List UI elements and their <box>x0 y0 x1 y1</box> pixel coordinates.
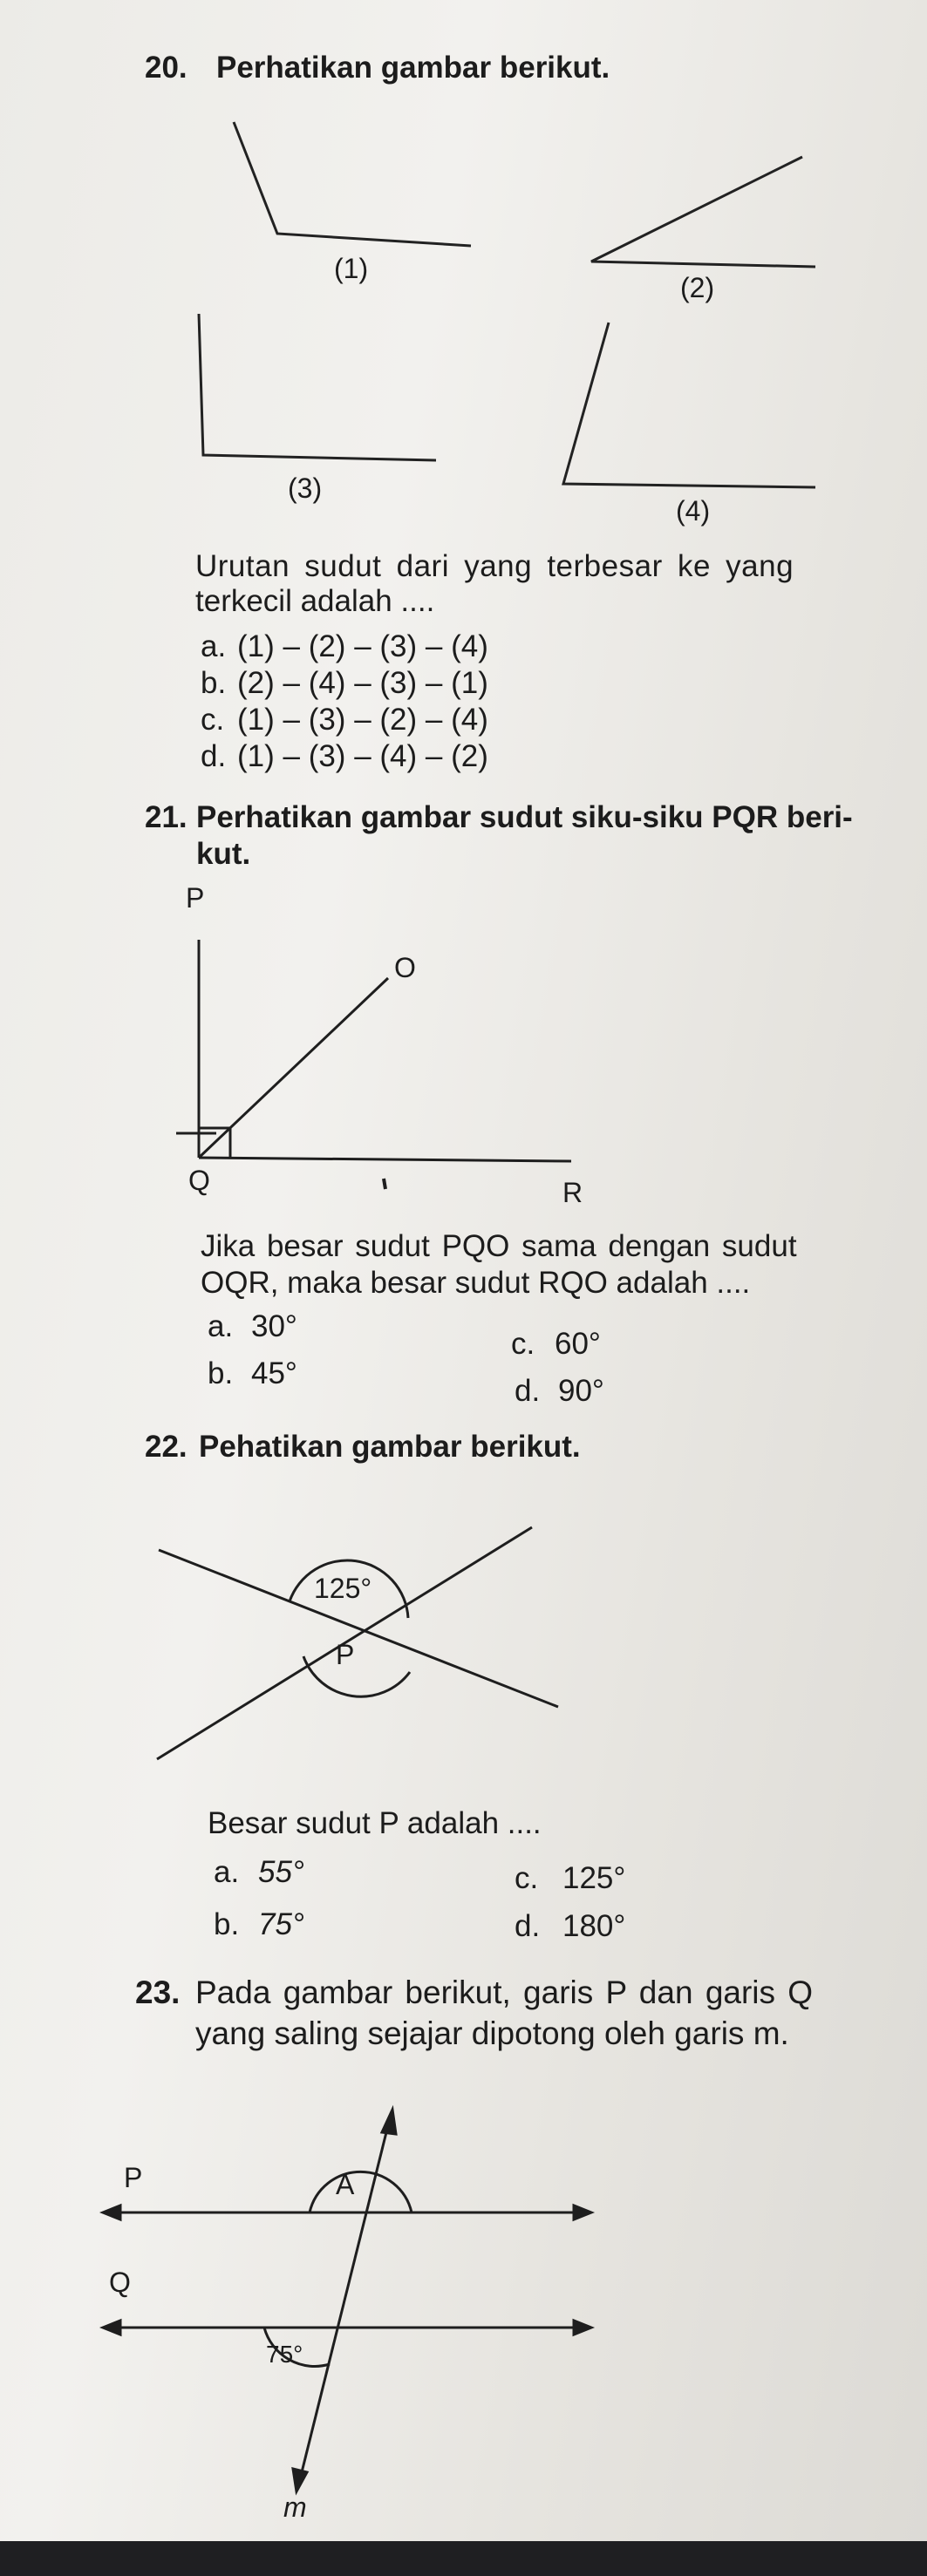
q20-angle-2 <box>591 157 815 267</box>
q23-number: 23. <box>135 1974 181 2010</box>
q20-option-d-letter[interactable]: d. <box>201 739 227 773</box>
q21-question-line2: OQR, maka besar sudut RQO adalah .... <box>201 1266 751 1300</box>
q21-option-a-text: 30° <box>251 1309 297 1343</box>
q20-option-c-text: (1) – (3) – (2) – (4) <box>237 703 488 737</box>
q22-number: 22. <box>145 1430 187 1464</box>
q22-option-c-text: 125° <box>562 1861 626 1895</box>
q20-angle-4 <box>563 323 815 487</box>
q22-figure <box>157 1527 558 1759</box>
q22-option-d-text: 180° <box>562 1909 626 1943</box>
q20-option-c-letter[interactable]: c. <box>201 703 225 737</box>
q22-prompt: Pehatikan gambar berikut. <box>199 1430 581 1464</box>
q23-label-a: A <box>336 2169 355 2200</box>
q23-label-p: P <box>124 2162 143 2193</box>
q22-question: Besar sudut P adalah .... <box>208 1806 542 1840</box>
q21-option-d-text: 90° <box>558 1374 604 1408</box>
q21-option-a-letter[interactable]: a. <box>208 1309 234 1343</box>
q22-option-c-letter[interactable]: c. <box>515 1861 539 1895</box>
page-bottom-edge <box>0 2541 927 2576</box>
q22-option-b-letter[interactable]: b. <box>214 1907 240 1941</box>
q20-label-4: (4) <box>676 495 711 527</box>
q20-option-a-letter[interactable]: a. <box>201 629 227 663</box>
q20-question-line1: Urutan sudut dari yang terbesar ke yang <box>195 549 794 583</box>
q21-label-p: P <box>186 882 205 914</box>
q21-prompt-line2: kut. <box>196 837 251 871</box>
q23-angle-label: 75° <box>266 2341 303 2368</box>
q21-figure <box>176 940 571 1189</box>
q20-question-line2: terkecil adalah .... <box>195 584 435 618</box>
q21-label-q: Q <box>188 1165 210 1196</box>
q21-label-r: R <box>562 1177 583 1208</box>
q20-angle-1 <box>234 122 471 246</box>
q23-figure <box>103 2110 591 2491</box>
q21-number: 21. <box>145 800 187 834</box>
q20-option-d-text: (1) – (3) – (4) – (2) <box>237 739 488 773</box>
q23-prompt-line2: yang saling sejajar dipotong oleh garis m. <box>195 2015 789 2051</box>
q23-label-m: m <box>283 2491 307 2523</box>
q20-label-2: (2) <box>680 272 715 303</box>
q21-option-b-letter[interactable]: b. <box>208 1356 234 1390</box>
q23-label-q: Q <box>109 2267 131 2298</box>
q20-option-b-letter[interactable]: b. <box>201 666 227 700</box>
q21-option-b-text: 45° <box>251 1356 297 1390</box>
q22-label-p: P <box>336 1639 355 1670</box>
q20-number: 20. <box>145 51 187 85</box>
q20-label-1: (1) <box>334 253 369 284</box>
q22-option-b-text: 75° <box>258 1907 304 1941</box>
q22-angle-label: 125° <box>314 1573 372 1604</box>
q23-prompt-line1: Pada gambar berikut, garis P dan garis Q <box>195 1974 814 2010</box>
q22-option-a-text: 55° <box>258 1855 304 1889</box>
q21-option-c-text: 60° <box>555 1327 601 1361</box>
q20-option-b-text: (2) – (4) – (3) – (1) <box>237 666 488 700</box>
q21-prompt-line1: Perhatikan gambar sudut siku-siku PQR beri- <box>196 800 853 834</box>
q22-option-d-letter[interactable]: d. <box>515 1909 541 1943</box>
q21-option-c-letter[interactable]: c. <box>511 1327 535 1361</box>
q20-angle-3 <box>199 314 436 460</box>
q21-question-line1: Jika besar sudut PQO sama dengan sudut <box>201 1229 797 1263</box>
q20-label-3: (3) <box>288 472 323 504</box>
q21-label-o: O <box>394 952 416 983</box>
q22-option-a-letter[interactable]: a. <box>214 1855 240 1889</box>
q20-prompt: Perhatikan gambar berikut. <box>216 51 610 85</box>
q21-option-d-letter[interactable]: d. <box>515 1374 541 1408</box>
q20-option-a-text: (1) – (2) – (3) – (4) <box>237 629 488 663</box>
